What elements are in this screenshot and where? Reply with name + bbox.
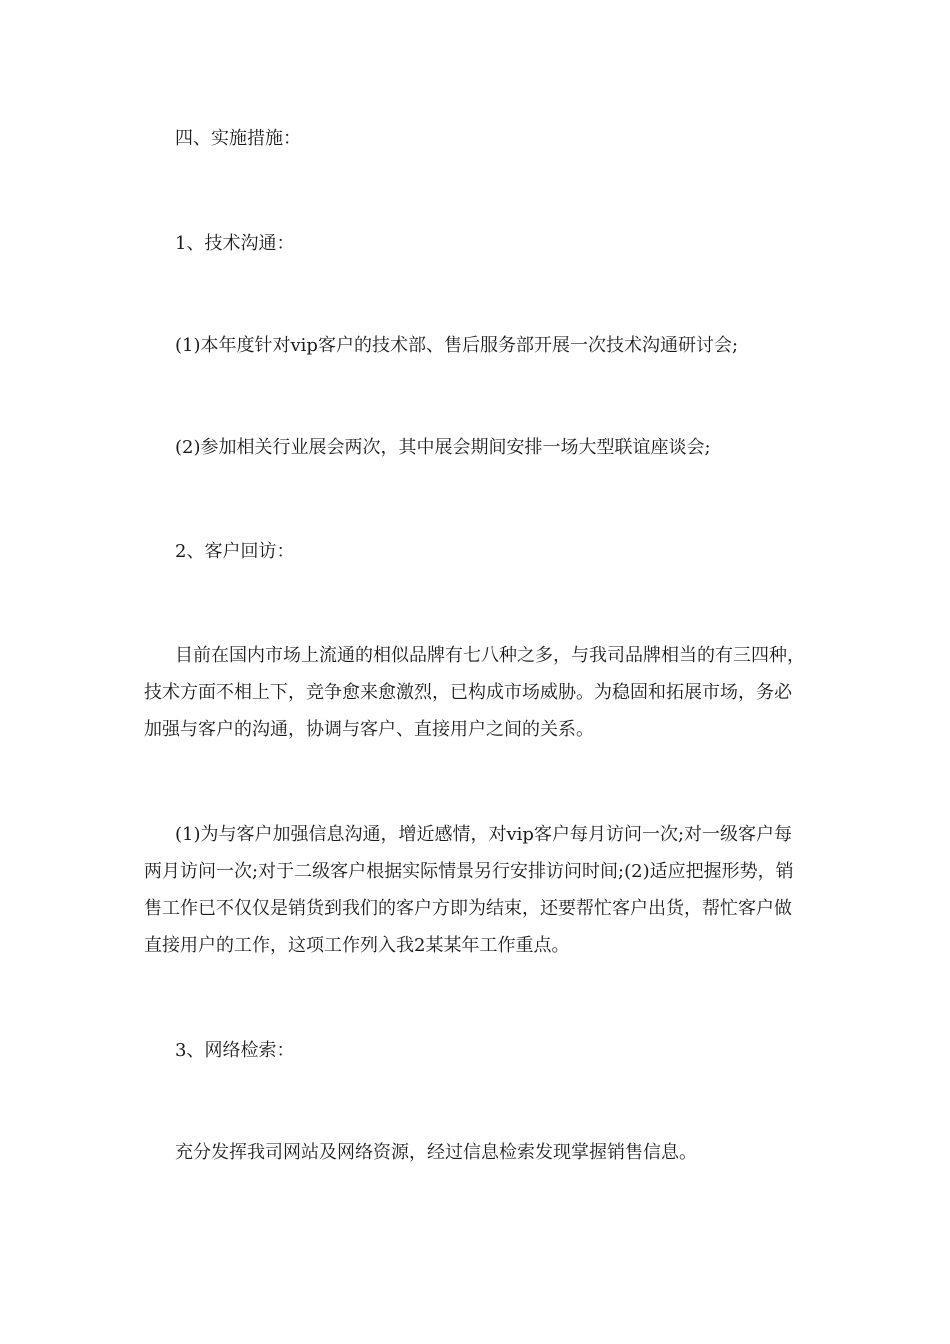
subheading-tech-communication: 1、技术沟通： — [175, 233, 295, 254]
section-heading-implementation: 四、实施措施： — [175, 128, 301, 149]
paragraph-tech-seminar: (1)本年度针对vip客户的技术部、售后服务部开展一次技术沟通研讨会; — [175, 335, 739, 356]
subheading-customer-visits: 2、客户回访： — [175, 541, 295, 562]
paragraph-visit-schedule: (1)为与客户加强信息沟通，增近感情，对vip客户每月访问一次;对一级客户每两月访问一次;对于二级客户根据实际情景另行安排访问时间;(2)适应把握形势，销售工作已不仅仅是销货到我们的客户方即为结束，还要帮忙客户出货，帮忙客户做直接用户的工作，这项工作列入我2某某年工作重点。 — [144, 824, 794, 956]
subheading-web-search: 3、网络检索： — [175, 1040, 295, 1061]
paragraph-trade-show: (2)参加相关行业展会两次，其中展会期间安排一场大型联谊座谈会; — [175, 437, 711, 458]
paragraph-web-resources: 充分发挥我司网站及网络资源，经过信息检索发现掌握销售信息。 — [175, 1142, 697, 1163]
paragraph-market-competition: 目前在国内市场上流通的相似品牌有七八种之多，与我司品牌相当的有三四种，技术方面不相上下，竞争愈来愈激烈，已构成市场威胁。为稳固和拓展市场，务必加强与客户的沟通，协调与客户、直接用户之间的关系。 — [144, 645, 805, 740]
